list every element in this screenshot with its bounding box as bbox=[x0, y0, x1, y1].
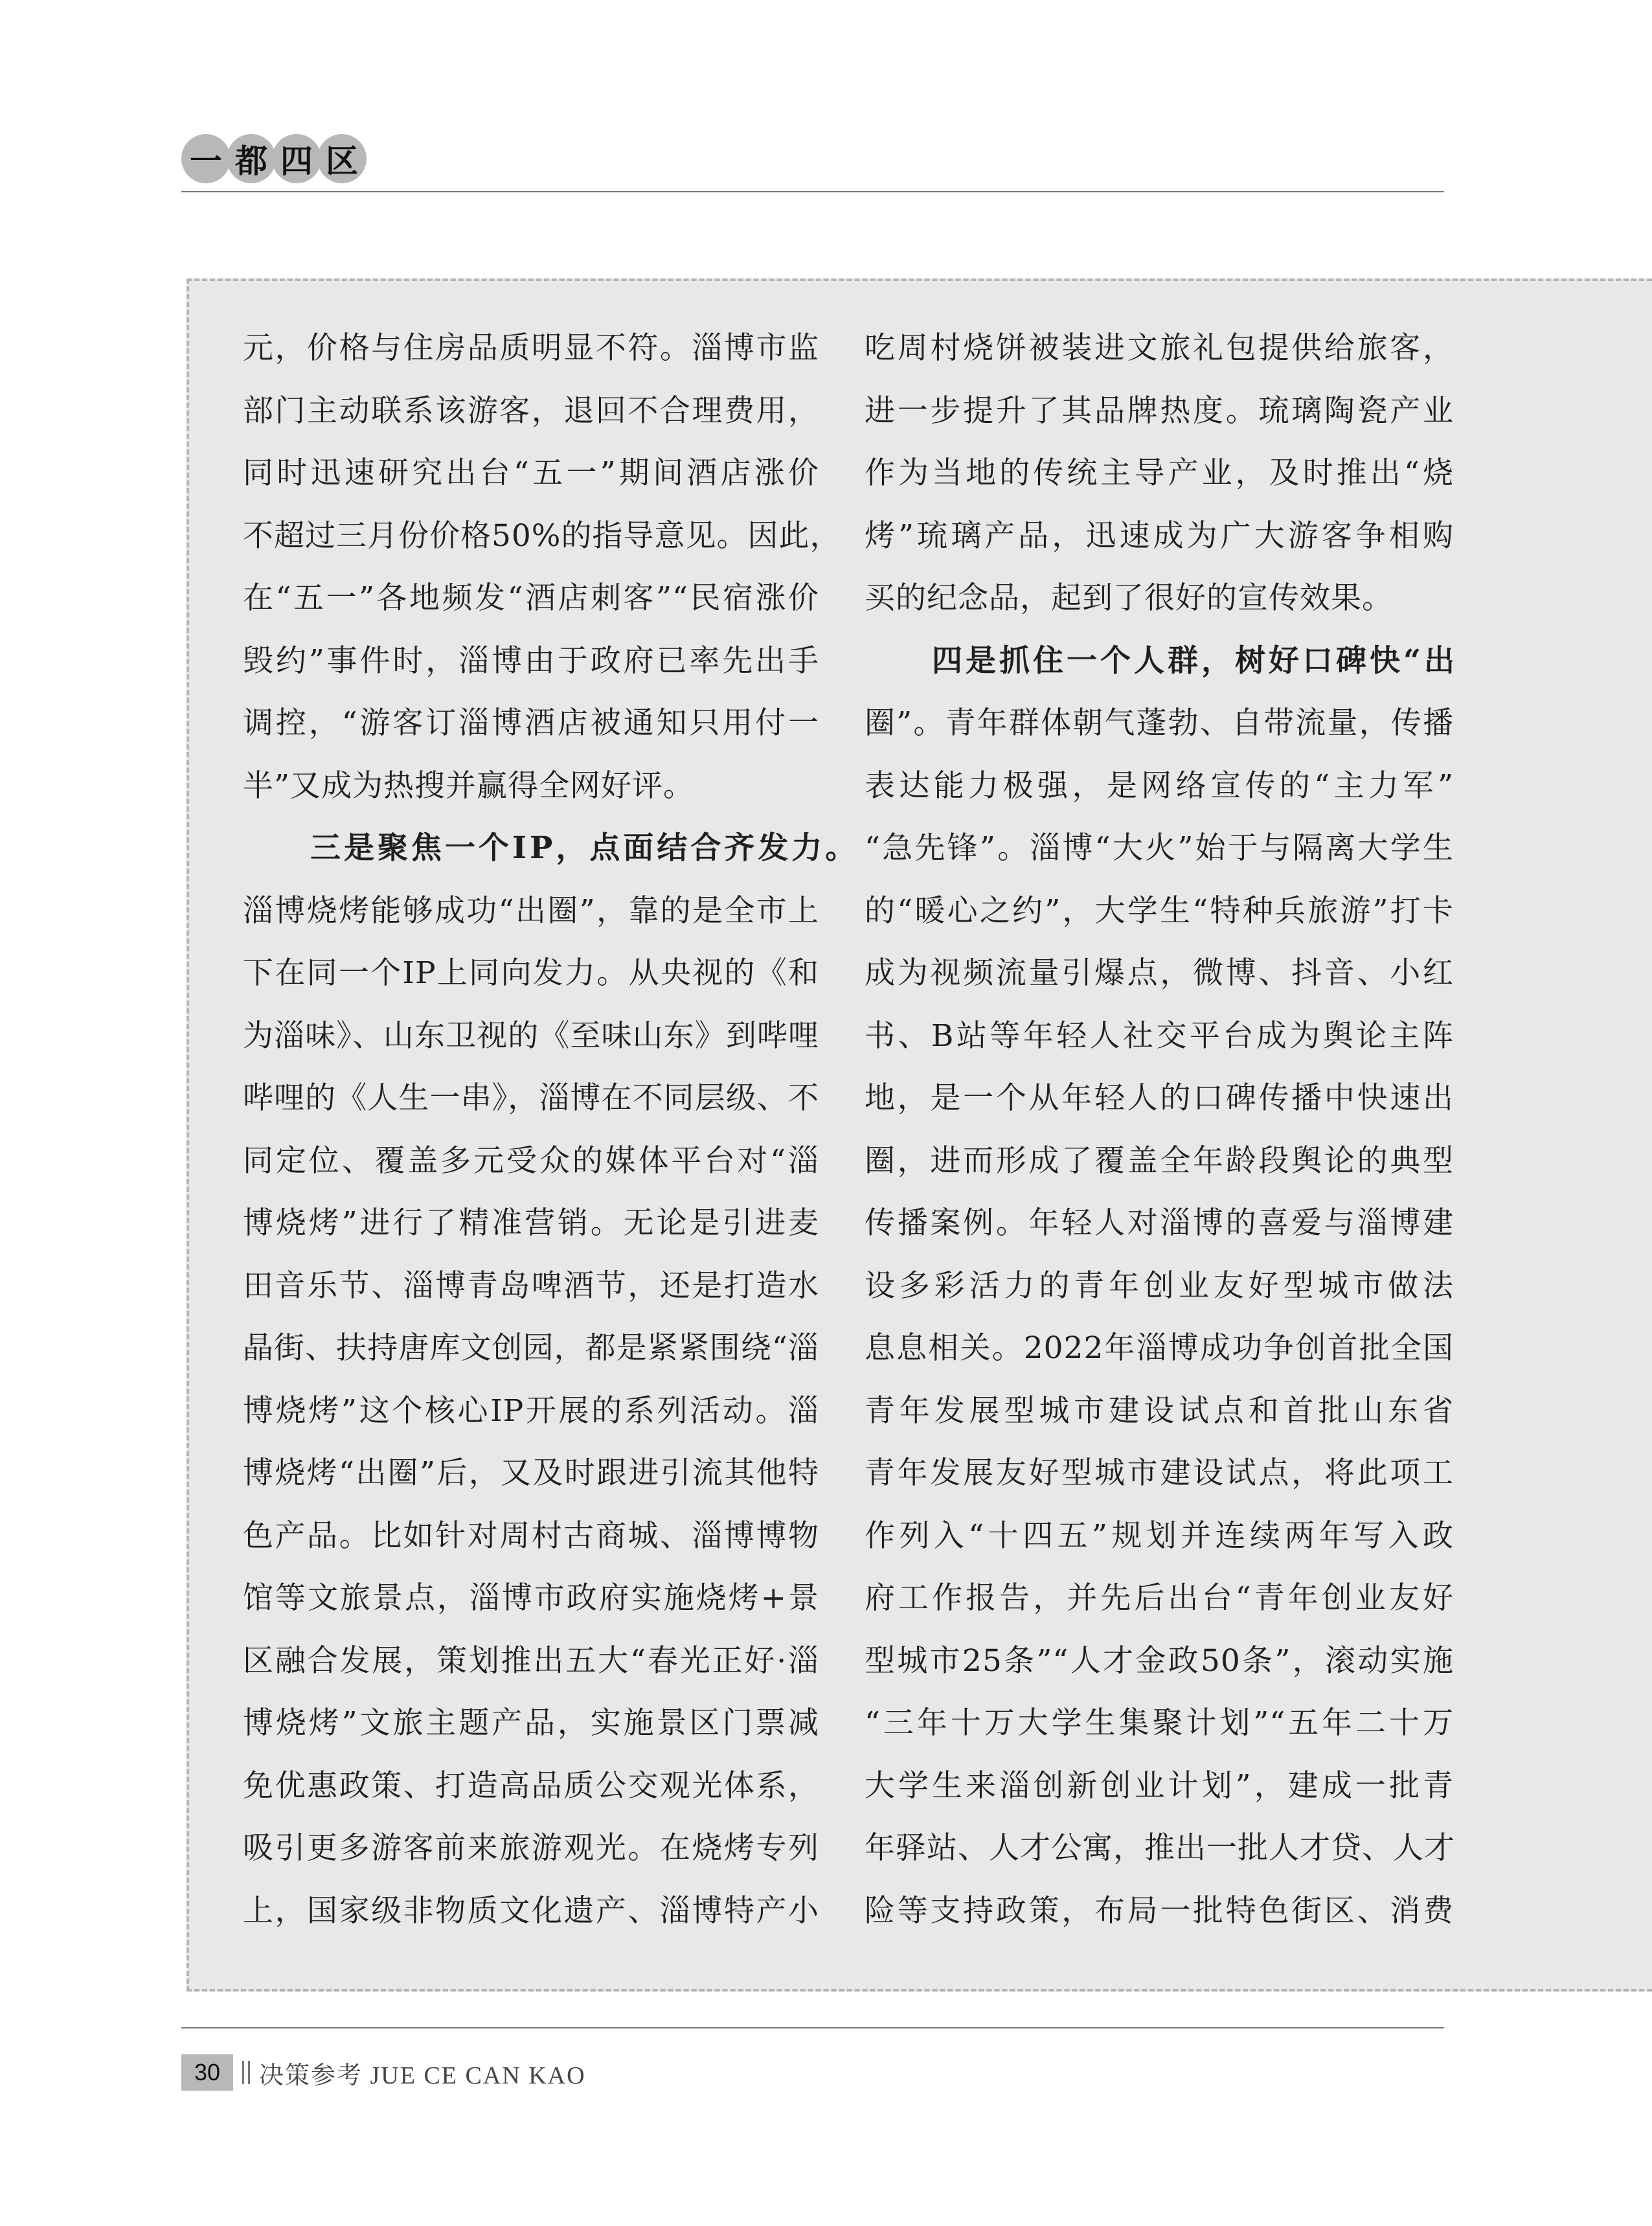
text-line: 设多彩活力的青年创业友好型城市做法 bbox=[865, 1267, 1454, 1304]
text-line: 田音乐节、淄博青岛啤酒节，还是打造水 bbox=[243, 1267, 819, 1304]
text-line: 半”又成为热搜并赢得全网好评。 bbox=[243, 767, 695, 804]
text-line: 在“五一”各地频发“酒店刺客”“民宿涨价 bbox=[243, 580, 819, 616]
text-line: 息息相关。2022年淄博成功争创首批全国 bbox=[865, 1330, 1454, 1366]
text-line: 博烧烤”进行了精准营销。无论是引进麦 bbox=[243, 1205, 819, 1241]
text-line: 圈”。青年群体朝气蓬勃、自带流量，传播 bbox=[865, 705, 1454, 741]
text-line: 区融合发展，策划推出五大“春光正好·淄 bbox=[243, 1642, 819, 1679]
text-line: 毁约”事件时，淄博由于政府已率先出手 bbox=[243, 642, 819, 679]
header-divider bbox=[181, 191, 1444, 192]
text-line: 圈，进而形成了覆盖全年龄段舆论的典型 bbox=[865, 1142, 1454, 1179]
text-line: 免优惠政策、打造高品质公交观光体系， bbox=[243, 1767, 819, 1804]
text-line: 博烧烤”这个核心IP开展的系列活动。淄 bbox=[243, 1392, 819, 1429]
text-line: 的“暖心之约”，大学生“特种兵旅游”打卡 bbox=[865, 892, 1454, 929]
text-line: 色产品。比如针对周村古商城、淄博博物 bbox=[243, 1517, 819, 1554]
text-line: 府工作报告，并先后出台“青年创业友好 bbox=[865, 1580, 1454, 1616]
text-line: 青年发展友好型城市建设试点，将此项工 bbox=[865, 1455, 1454, 1491]
text-line: 元，价格与住房品质明显不符。淄博市监 bbox=[243, 330, 819, 366]
text-line: 吸引更多游客前来旅游观光。在烧烤专列 bbox=[243, 1830, 819, 1866]
subheading-line: 四是抓住一个人群，树好口碑快“出 bbox=[865, 642, 1458, 679]
text-line: 同定位、覆盖多元受众的媒体平台对“淄 bbox=[243, 1142, 819, 1179]
footer-divider bbox=[181, 2027, 1444, 2028]
text-line: 表达能力极强，是网络宣传的“主力军” bbox=[865, 767, 1454, 804]
section-char: 区 bbox=[317, 134, 367, 183]
text-line: 作为当地的传统主导产业，及时推出“烧 bbox=[865, 455, 1454, 491]
text-line: 哔哩的《人生一串》，淄博在不同层级、不 bbox=[243, 1080, 819, 1116]
text-line: 吃周村烧饼被装进文旅礼包提供给旅客， bbox=[865, 330, 1454, 366]
text-line: 烤”琉璃产品，迅速成为广大游客争相购 bbox=[865, 517, 1454, 554]
text-line: 晶街、扶持唐库文创园，都是紧紧围绕“淄 bbox=[243, 1330, 819, 1366]
page-footer bbox=[181, 2054, 586, 2091]
left-column bbox=[243, 317, 859, 1942]
journal-name: 决策参考 JUE CE CAN KAO bbox=[259, 2061, 586, 2089]
right-column bbox=[865, 317, 1458, 1942]
text-line: 青年发展型城市建设试点和首批山东省 bbox=[865, 1392, 1454, 1429]
text-line: 买的纪念品，起到了很好的宣传效果。 bbox=[865, 580, 1393, 616]
text-line: 作列入“十四五”规划并连续两年写入政 bbox=[865, 1517, 1454, 1554]
text-line: 部门主动联系该游客，退回不合理费用， bbox=[243, 392, 819, 429]
section-char: 一 bbox=[181, 134, 231, 183]
section-header bbox=[181, 136, 363, 181]
text-line: 博烧烤“出圈”后，又及时跟进引流其他特 bbox=[243, 1455, 819, 1491]
subheading-line: 三是聚焦一个IP，点面结合齐发力。 bbox=[243, 830, 859, 866]
text-line: 成为视频流量引爆点，微博、抖音、小红 bbox=[865, 955, 1454, 991]
text-line: 大学生来淄创新创业计划”，建成一批青 bbox=[865, 1767, 1454, 1804]
section-char: 四 bbox=[272, 134, 321, 183]
text-line: 年驿站、人才公寓，推出一批人才贷、人才 bbox=[865, 1830, 1455, 1866]
text-line: 下在同一个IP上同向发力。从央视的《和 bbox=[243, 955, 819, 991]
text-line: 为淄味》、山东卫视的《至味山东》到哔哩 bbox=[243, 1017, 819, 1054]
text-line: 进一步提升了其品牌热度。琉璃陶瓷产业 bbox=[865, 392, 1454, 429]
text-line: 同时迅速研究出台“五一”期间酒店涨价 bbox=[243, 455, 819, 491]
text-line: 书、B站等年轻人社交平台成为舆论主阵 bbox=[865, 1017, 1454, 1054]
text-line: 馆等文旅景点，淄博市政府实施烧烤+景 bbox=[243, 1580, 819, 1616]
text-line: 博烧烤”文旅主题产品，实施景区门票减 bbox=[243, 1705, 819, 1741]
footer-separator bbox=[242, 2061, 250, 2084]
text-line: 不超过三月份价格50%的指导意见。因此， bbox=[243, 517, 841, 554]
text-line: 淄博烧烤能够成功“出圈”，靠的是全市上 bbox=[243, 892, 819, 929]
text-line: 险等支持政策，布局一批特色街区、消费 bbox=[865, 1892, 1454, 1929]
text-line: “三年十万大学生集聚计划”“五年二十万 bbox=[865, 1705, 1454, 1741]
text-line: 地，是一个从年轻人的口碑传播中快速出 bbox=[865, 1080, 1454, 1116]
text-line: 传播案例。年轻人对淄博的喜爱与淄博建 bbox=[865, 1205, 1454, 1241]
text-line: 型城市25条”“人才金政50条”，滚动实施 bbox=[865, 1642, 1454, 1679]
text-line: 上，国家级非物质文化遗产、淄博特产小 bbox=[243, 1892, 819, 1929]
page-number: 30 bbox=[181, 2054, 233, 2091]
text-line: 调控，“游客订淄博酒店被通知只用付一 bbox=[243, 705, 819, 741]
section-char: 都 bbox=[227, 134, 276, 183]
text-line: “急先锋”。淄博“大火”始于与隔离大学生 bbox=[865, 830, 1454, 866]
